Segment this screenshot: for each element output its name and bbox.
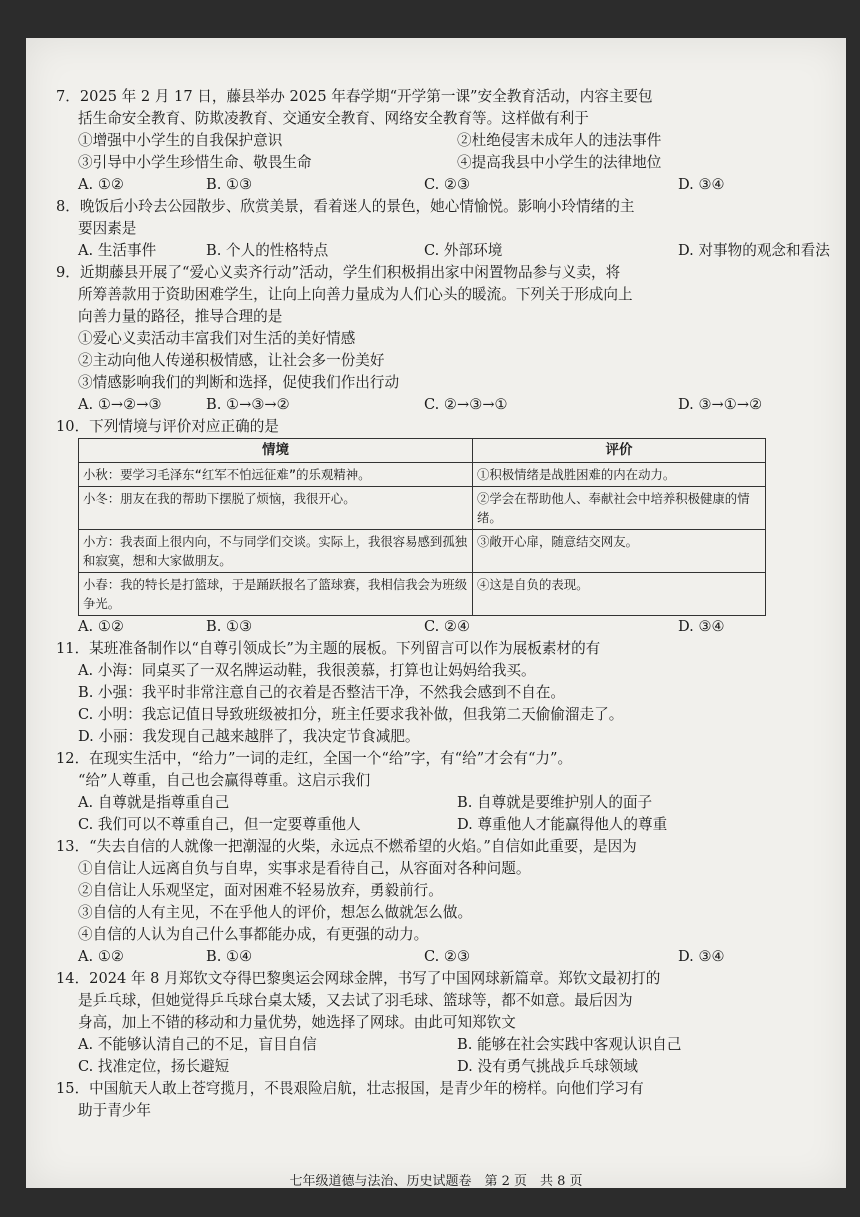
- q14-option-d: D. 没有勇气挑战乒乓球领域: [457, 1058, 638, 1075]
- table-row: [79, 487, 766, 530]
- q7-stem-line1: 7．2025 年 2 月 17 日，藤县举办 2025 年春学期“开学第一课”安全教育活动，内容主要包: [56, 88, 653, 105]
- q10-header-evaluation: 评价: [473, 439, 766, 463]
- q10-header-situation: 情境: [79, 439, 473, 463]
- q13-option-c: C. ②③: [424, 948, 471, 965]
- q7-statement-2: ②杜绝侵害未成年人的违法事件: [457, 132, 662, 149]
- q13-statement-4: ④自信的人认为自己什么事都能办成，有更强的动力。: [78, 926, 429, 943]
- table-row: [79, 573, 766, 616]
- q12-option-b: B. 自尊就是要维护别人的面子: [457, 794, 653, 811]
- q8-stem-line2: 要因素是: [78, 220, 137, 237]
- q7-option-a: A. ①②: [78, 176, 124, 193]
- q9-statement-3: ③情感影响我们的判断和选择，促使我们作出行动: [78, 374, 400, 391]
- q8-stem-line1: 8．晚饭后小玲去公园散步、欣赏美景，看着迷人的景色，她心情愉悦。影响小玲情绪的主: [56, 198, 635, 215]
- q10-situation-2: 小冬：朋友在我的帮助下摆脱了烦恼，我很开心。: [79, 487, 473, 530]
- question-15: [56, 1078, 836, 1122]
- q9-option-a: A. ①→②→③: [78, 396, 162, 413]
- q10-option-b: B. ①③: [206, 618, 253, 635]
- q7-option-c: C. ②③: [424, 176, 471, 193]
- question-list: [56, 86, 836, 1122]
- question-13: [56, 836, 836, 968]
- q11-option-b: B. 小强：我平时非常注意自己的衣着是否整洁干净，不然我会感到不自在。: [78, 684, 566, 701]
- q12-stem-line1: 12．在现实生活中，“给力”一词的走红，全国一个“给”字，有“给”才会有“力”。: [56, 750, 573, 767]
- question-11: [56, 638, 836, 748]
- q10-situation-4: 小春：我的特长是打篮球，于是踊跃报名了篮球赛，我相信我会为班级争光。: [79, 573, 473, 616]
- question-10: [56, 416, 836, 638]
- q14-option-a: A. 不能够认清自己的不足，盲目自信: [78, 1036, 317, 1053]
- question-14: [56, 968, 836, 1078]
- table-row: [79, 463, 766, 487]
- q10-evaluation-3: ③敞开心扉，随意结交网友。: [473, 530, 766, 573]
- q14-option-c: C. 找准定位，扬长避短: [78, 1058, 230, 1075]
- q9-stem-line1: 9．近期藤县开展了“爱心义卖齐行动”活动，学生们积极捐出家中闲置物品参与义卖，将: [56, 264, 621, 281]
- q11-option-d: D. 小丽：我发现自己越来越胖了，我决定节食减肥。: [78, 728, 420, 745]
- q10-stem: 10．下列情境与评价对应正确的是: [56, 418, 279, 435]
- page-footer: 七年级道德与法治、历史试题卷 第 2 页 共 8 页: [289, 1174, 583, 1189]
- q13-stem: 13．“失去自信的人就像一把潮湿的火柴，永远点不燃希望的火焰。”自信如此重要，是因为: [56, 838, 637, 855]
- q9-stem-line3: 向善力量的路径，推导合理的是: [78, 308, 283, 325]
- q8-option-a: A. 生活事件: [78, 242, 157, 259]
- q9-option-c: C. ②→③→①: [424, 396, 508, 413]
- q8-option-b: B. 个人的性格特点: [206, 242, 329, 259]
- q10-evaluation-2: ②学会在帮助他人、奉献社会中培养积极健康的情绪。: [473, 487, 766, 530]
- q12-option-c: C. 我们可以不尊重自己，但一定要尊重他人: [78, 816, 361, 833]
- q12-stem-line2: “给”人尊重，自己也会赢得尊重。这启示我们: [78, 772, 371, 789]
- question-8: [56, 196, 836, 262]
- q15-stem-line2: 助于青少年: [78, 1102, 151, 1119]
- q11-option-c: C. 小明：我忘记值日导致班级被扣分，班主任要求我补做，但我第二天偷偷溜走了。: [78, 706, 624, 723]
- q14-stem-line1: 14．2024 年 8 月郑钦文夺得巴黎奥运会网球金牌，书写了中国网球新篇章。郑钦文最初打的: [56, 970, 661, 987]
- question-9: [56, 262, 836, 416]
- q9-statement-2: ②主动向他人传递积极情感，让社会多一份美好: [78, 352, 385, 369]
- q10-situation-1: 小秋：要学习毛泽东“红军不怕远征难”的乐观精神。: [79, 463, 473, 487]
- q9-option-d: D. ③→①→②: [678, 396, 763, 413]
- question-12: [56, 748, 836, 836]
- q12-option-d: D. 尊重他人才能赢得他人的尊重: [457, 816, 668, 833]
- q10-option-c: C. ②④: [424, 618, 471, 635]
- q10-evaluation-1: ①积极情绪是战胜困难的内在动力。: [473, 463, 766, 487]
- q8-option-d: D. 对事物的观念和看法: [678, 242, 830, 259]
- table-row: [79, 530, 766, 573]
- q7-option-d: D. ③④: [678, 176, 725, 193]
- question-7: [56, 86, 836, 196]
- q7-statement-1: ①增强中小学生的自我保护意识: [78, 132, 283, 149]
- q10-option-d: D. ③④: [678, 618, 725, 635]
- q9-statement-1: ①爱心义卖活动丰富我们对生活的美好情感: [78, 330, 356, 347]
- q7-option-b: B. ①③: [206, 176, 253, 193]
- exam-page: [26, 38, 846, 1188]
- q13-statement-2: ②自信让人乐观坚定，面对困难不轻易放弃，勇毅前行。: [78, 882, 443, 899]
- q14-option-b: B. 能够在社会实践中客观认识自己: [457, 1036, 682, 1053]
- q13-option-b: B. ①④: [206, 948, 253, 965]
- q7-statement-3: ③引导中小学生珍惜生命、敬畏生命: [78, 154, 312, 171]
- q13-statement-1: ①自信让人远离自负与自卑，实事求是看待自己，从容面对各种问题。: [78, 860, 531, 877]
- q10-evaluation-4: ④这是自负的表现。: [473, 573, 766, 616]
- q10-situation-3: 小方：我表面上很内向，不与同学们交谈。实际上，我很容易感到孤独和寂寞，想和大家做朋友。: [79, 530, 473, 573]
- q13-option-a: A. ①②: [78, 948, 124, 965]
- q11-stem: 11．某班准备制作以“自尊引领成长”为主题的展板。下列留言可以作为展板素材的有: [56, 640, 601, 657]
- q10-option-a: A. ①②: [78, 618, 124, 635]
- q9-option-b: B. ①→③→②: [206, 396, 290, 413]
- q14-stem-line2: 是乒乓球，但她觉得乒乓球台桌太矮，又去试了羽毛球、篮球等，都不如意。最后因为: [78, 992, 633, 1009]
- q13-statement-3: ③自信的人有主见，不在乎他人的评价，想怎么做就怎么做。: [78, 904, 473, 921]
- q15-stem-line1: 15．中国航天人敢上苍穹揽月，不畏艰险启航，壮志报国，是青少年的榜样。向他们学习有: [56, 1080, 644, 1097]
- q13-option-d: D. ③④: [678, 948, 725, 965]
- q7-stem-line2: 括生命安全教育、防欺凌教育、交通安全教育、网络安全教育等。这样做有利于: [78, 110, 589, 127]
- q11-option-a: A. 小海：同桌买了一双名牌运动鞋，我很羡慕，打算也让妈妈给我买。: [78, 662, 536, 679]
- q9-stem-line2: 所筹善款用于资助困难学生，让向上向善力量成为人们心头的暖流。下列关于形成向上: [78, 286, 633, 303]
- q8-option-c: C. 外部环境: [424, 242, 503, 259]
- q10-table: [78, 438, 766, 616]
- q7-statement-4: ④提高我县中小学生的法律地位: [457, 154, 662, 171]
- q12-option-a: A. 自尊就是指尊重自己: [78, 794, 230, 811]
- q14-stem-line3: 身高，加上不错的移动和力量优势，她选择了网球。由此可知郑钦文: [78, 1014, 516, 1031]
